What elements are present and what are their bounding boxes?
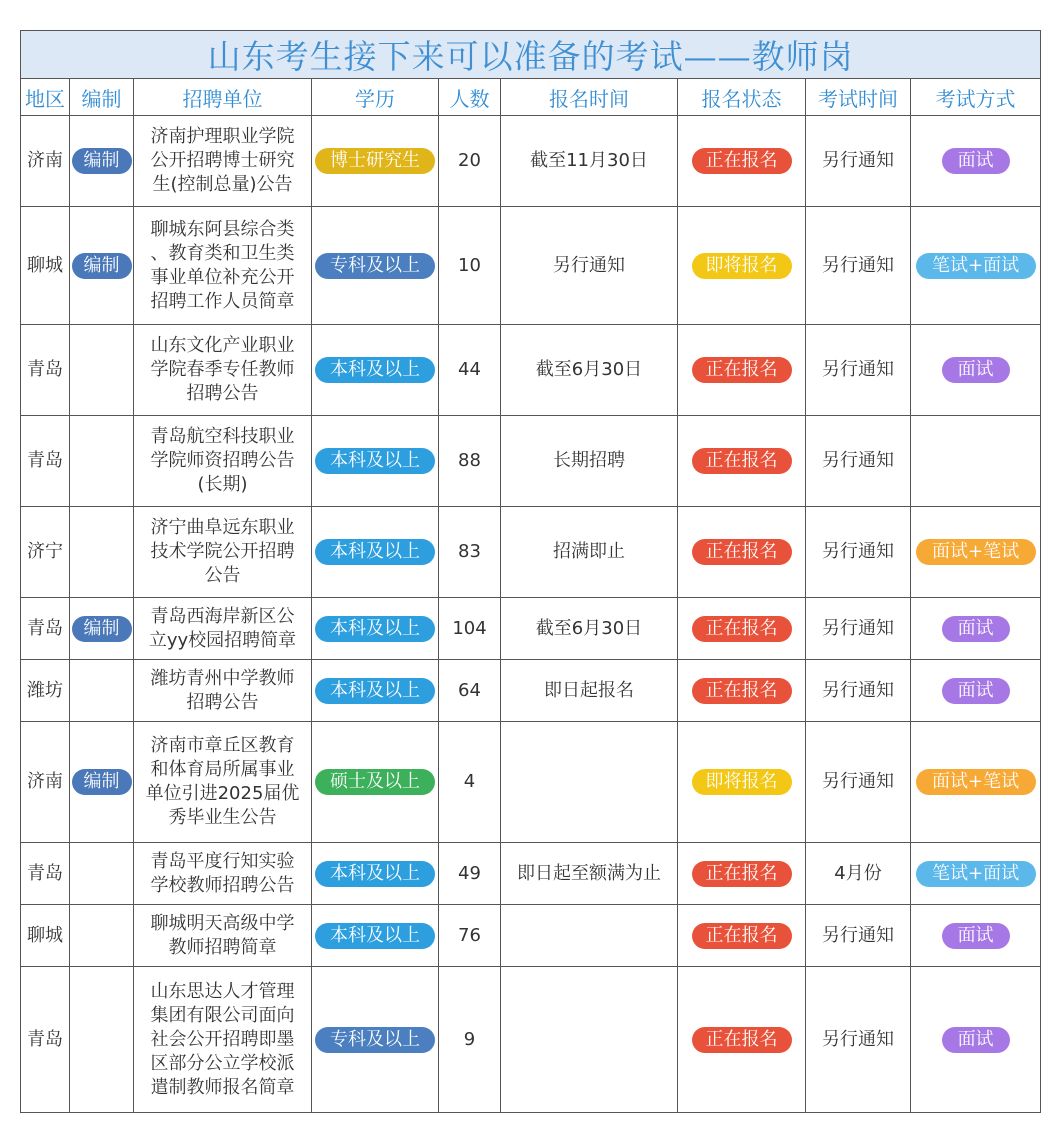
unit-line: 技术学院公开招聘: [150, 541, 295, 562]
education-cell: [312, 722, 439, 843]
table-row: [21, 843, 1041, 905]
status-cell: [678, 660, 806, 722]
bianzhi-cell: [70, 843, 134, 905]
bianzhi-badge: 编制: [72, 616, 132, 642]
status-cell: [678, 416, 806, 507]
unit-cell: [134, 722, 312, 843]
exam-time-cell: 另行通知: [806, 905, 911, 967]
unit-cell: [134, 967, 312, 1113]
exam-time-cell: 另行通知: [806, 325, 911, 416]
region-cell: 济南: [21, 722, 70, 843]
unit-line: 济南市章丘区教育: [150, 735, 295, 756]
bianzhi-badge: 编制: [72, 769, 132, 795]
bianzhi-badge: 编制: [72, 253, 132, 279]
exam-method-badge: 面试: [942, 616, 1010, 642]
region-cell: 青岛: [21, 598, 70, 660]
exam-method-badge: 面试: [942, 923, 1010, 949]
count-cell: 44: [439, 325, 501, 416]
table-row: [21, 325, 1041, 416]
education-cell: [312, 598, 439, 660]
exam-method-cell: [911, 416, 1041, 507]
bianzhi-badge: 编制: [72, 148, 132, 174]
exam-method-cell: [911, 905, 1041, 967]
exam-method-badge: 笔试+面试: [916, 253, 1036, 279]
page-title: 山东考生接下来可以准备的考试——教师岗: [21, 31, 1041, 79]
education-cell: [312, 660, 439, 722]
table-row: [21, 905, 1041, 967]
unit-line: 山东思达人才管理: [150, 980, 295, 1002]
unit-cell: [134, 843, 312, 905]
table-row: [21, 598, 1041, 660]
exam-method-cell: [911, 843, 1041, 905]
education-badge: 本科及以上: [315, 678, 435, 704]
status-badge: 正在报名: [692, 357, 792, 383]
unit-line: 招聘公告: [186, 691, 259, 713]
bianzhi-cell: [70, 325, 134, 416]
unit-line: 社会公开招聘即墨: [150, 1028, 295, 1050]
header-region: 地区: [21, 79, 70, 116]
unit-line: 青岛航空科技职业: [150, 426, 295, 447]
reg-time-cell: 招满即止: [501, 507, 678, 598]
exam-method-badge: 面试: [942, 1027, 1010, 1053]
status-badge: 即将报名: [692, 253, 792, 279]
unit-cell: [134, 660, 312, 722]
education-badge: 本科及以上: [315, 616, 435, 642]
table-body: [21, 116, 1041, 1113]
exam-method-cell: [911, 116, 1041, 207]
region-cell: 青岛: [21, 416, 70, 507]
education-cell: [312, 416, 439, 507]
status-cell: [678, 325, 806, 416]
table-row: [21, 967, 1041, 1113]
exam-method-badge: 面试+笔试: [916, 539, 1036, 565]
unit-line: 招聘工作人员简章: [150, 290, 295, 312]
exam-method-badge: 笔试+面试: [916, 861, 1036, 887]
count-cell: 88: [439, 416, 501, 507]
status-badge: 正在报名: [692, 678, 792, 704]
reg-time-cell: [501, 905, 678, 967]
count-cell: 104: [439, 598, 501, 660]
exam-method-cell: [911, 722, 1041, 843]
education-badge: 本科及以上: [315, 357, 435, 383]
table-row: [21, 660, 1041, 722]
count-cell: 64: [439, 660, 501, 722]
education-badge: 硕士及以上: [315, 769, 435, 795]
exam-time-cell: 另行通知: [806, 116, 911, 207]
header-exam-method: 考试方式: [911, 79, 1041, 116]
unit-line: 山东文化产业职业: [150, 335, 295, 356]
count-cell: 10: [439, 207, 501, 325]
reg-time-cell: 截至6月30日: [501, 325, 678, 416]
unit-line: 事业单位补充公开: [150, 266, 295, 288]
bianzhi-cell: [70, 116, 134, 207]
status-cell: [678, 722, 806, 843]
unit-cell: [134, 598, 312, 660]
status-cell: [678, 207, 806, 325]
exam-method-cell: [911, 507, 1041, 598]
unit-line: 区部分公立学校派: [150, 1052, 295, 1074]
status-badge: 正在报名: [692, 923, 792, 949]
unit-line: 、教育类和卫生类: [150, 242, 295, 264]
exam-method-badge: 面试+笔试: [916, 769, 1036, 795]
education-badge: 本科及以上: [315, 448, 435, 474]
header-bianzhi: 编制: [70, 79, 134, 116]
exam-time-cell: 另行通知: [806, 722, 911, 843]
region-cell: 青岛: [21, 843, 70, 905]
education-cell: [312, 507, 439, 598]
reg-time-cell: 即日起报名: [501, 660, 678, 722]
table-row: [21, 207, 1041, 325]
education-badge: 本科及以上: [315, 923, 435, 949]
status-cell: [678, 905, 806, 967]
exam-time-cell: 另行通知: [806, 660, 911, 722]
region-cell: 青岛: [21, 967, 70, 1113]
unit-line: 立yy校园招聘简章: [148, 629, 297, 651]
unit-line: 济宁曲阜远东职业: [150, 517, 295, 538]
exam-method-cell: [911, 967, 1041, 1113]
table-row: [21, 722, 1041, 843]
header-row: [21, 79, 1041, 116]
status-cell: [678, 967, 806, 1113]
unit-line: 潍坊青州中学教师: [150, 667, 295, 689]
status-badge: 即将报名: [692, 769, 792, 795]
header-exam-time: 考试时间: [806, 79, 911, 116]
reg-time-cell: 截至11月30日: [501, 116, 678, 207]
status-badge: 正在报名: [692, 616, 792, 642]
count-cell: 4: [439, 722, 501, 843]
status-badge: 正在报名: [692, 448, 792, 474]
status-badge: 正在报名: [692, 148, 792, 174]
education-badge: 专科及以上: [315, 253, 435, 279]
unit-line: 青岛平度行知实验: [150, 850, 295, 872]
unit-line: 济南护理职业学院: [150, 126, 295, 147]
exam-time-cell: 另行通知: [806, 207, 911, 325]
status-cell: [678, 116, 806, 207]
bianzhi-cell: [70, 722, 134, 843]
count-cell: 83: [439, 507, 501, 598]
unit-cell: [134, 905, 312, 967]
status-cell: [678, 598, 806, 660]
exam-method-badge: 面试: [942, 357, 1010, 383]
count-cell: 20: [439, 116, 501, 207]
status-badge: 正在报名: [692, 539, 792, 565]
unit-cell: [134, 416, 312, 507]
count-cell: 49: [439, 843, 501, 905]
region-cell: 聊城: [21, 905, 70, 967]
unit-line: (长期): [197, 474, 248, 495]
exam-method-cell: [911, 660, 1041, 722]
region-cell: 潍坊: [21, 660, 70, 722]
unit-cell: [134, 116, 312, 207]
reg-time-cell: 另行通知: [501, 207, 678, 325]
education-cell: [312, 325, 439, 416]
unit-line: 青岛西海岸新区公: [150, 605, 295, 627]
reg-time-cell: 截至6月30日: [501, 598, 678, 660]
unit-cell: [134, 325, 312, 416]
status-badge: 正在报名: [692, 1027, 792, 1053]
region-cell: 聊城: [21, 207, 70, 325]
education-badge: 本科及以上: [315, 539, 435, 565]
exam-method-cell: [911, 598, 1041, 660]
exam-method-cell: [911, 207, 1041, 325]
unit-cell: [134, 507, 312, 598]
unit-line: 教师招聘简章: [168, 936, 277, 958]
unit-line: 学院师资招聘公告: [150, 450, 295, 471]
reg-time-cell: [501, 722, 678, 843]
table-row: [21, 116, 1041, 207]
unit-line: 生(控制总量)公告: [152, 174, 293, 195]
bianzhi-cell: [70, 967, 134, 1113]
recruitment-table: [20, 30, 1041, 1113]
unit-line: 公开招聘博士研究: [150, 150, 295, 171]
header-status: 报名状态: [678, 79, 806, 116]
education-cell: [312, 905, 439, 967]
education-cell: [312, 116, 439, 207]
status-cell: [678, 507, 806, 598]
education-cell: [312, 843, 439, 905]
bianzhi-cell: [70, 207, 134, 325]
bianzhi-cell: [70, 598, 134, 660]
count-cell: 9: [439, 967, 501, 1113]
header-count: 人数: [439, 79, 501, 116]
exam-time-cell: 另行通知: [806, 507, 911, 598]
education-badge: 博士研究生: [315, 148, 435, 174]
unit-line: 遣制教师报名简章: [150, 1076, 295, 1098]
table-row: [21, 507, 1041, 598]
unit-line: 秀毕业生公告: [168, 807, 277, 828]
education-badge: 本科及以上: [315, 861, 435, 887]
bianzhi-cell: [70, 416, 134, 507]
unit-line: 公告: [204, 565, 241, 586]
exam-time-cell: 另行通知: [806, 967, 911, 1113]
unit-line: 学校教师招聘公告: [150, 874, 295, 896]
unit-line: 招聘公告: [186, 383, 259, 404]
reg-time-cell: 即日起至额满为止: [501, 843, 678, 905]
unit-line: 和体育局所属事业: [150, 759, 295, 780]
header-reg-time: 报名时间: [501, 79, 678, 116]
unit-cell: [134, 207, 312, 325]
education-cell: [312, 967, 439, 1113]
header-education: 学历: [312, 79, 439, 116]
table-row: [21, 416, 1041, 507]
header-unit: 招聘单位: [134, 79, 312, 116]
unit-line: 单位引进2025届优: [145, 783, 300, 804]
exam-time-cell: 4月份: [806, 843, 911, 905]
region-cell: 青岛: [21, 325, 70, 416]
exam-method-badge: 面试: [942, 148, 1010, 174]
exam-method-badge: 面试: [942, 678, 1010, 704]
status-cell: [678, 843, 806, 905]
education-badge: 专科及以上: [315, 1027, 435, 1053]
bianzhi-cell: [70, 905, 134, 967]
exam-method-cell: [911, 325, 1041, 416]
unit-line: 聊城东阿县综合类: [150, 218, 295, 240]
bianzhi-cell: [70, 660, 134, 722]
exam-time-cell: 另行通知: [806, 598, 911, 660]
reg-time-cell: [501, 967, 678, 1113]
recruitment-table-sheet: [20, 30, 1040, 1116]
unit-line: 聊城明天高级中学: [150, 912, 295, 934]
region-cell: 济南: [21, 116, 70, 207]
region-cell: 济宁: [21, 507, 70, 598]
education-cell: [312, 207, 439, 325]
unit-line: 集团有限公司面向: [150, 1004, 295, 1026]
bianzhi-cell: [70, 507, 134, 598]
count-cell: 76: [439, 905, 501, 967]
reg-time-cell: 长期招聘: [501, 416, 678, 507]
exam-time-cell: 另行通知: [806, 416, 911, 507]
unit-line: 学院春季专任教师: [150, 359, 295, 380]
status-badge: 正在报名: [692, 861, 792, 887]
